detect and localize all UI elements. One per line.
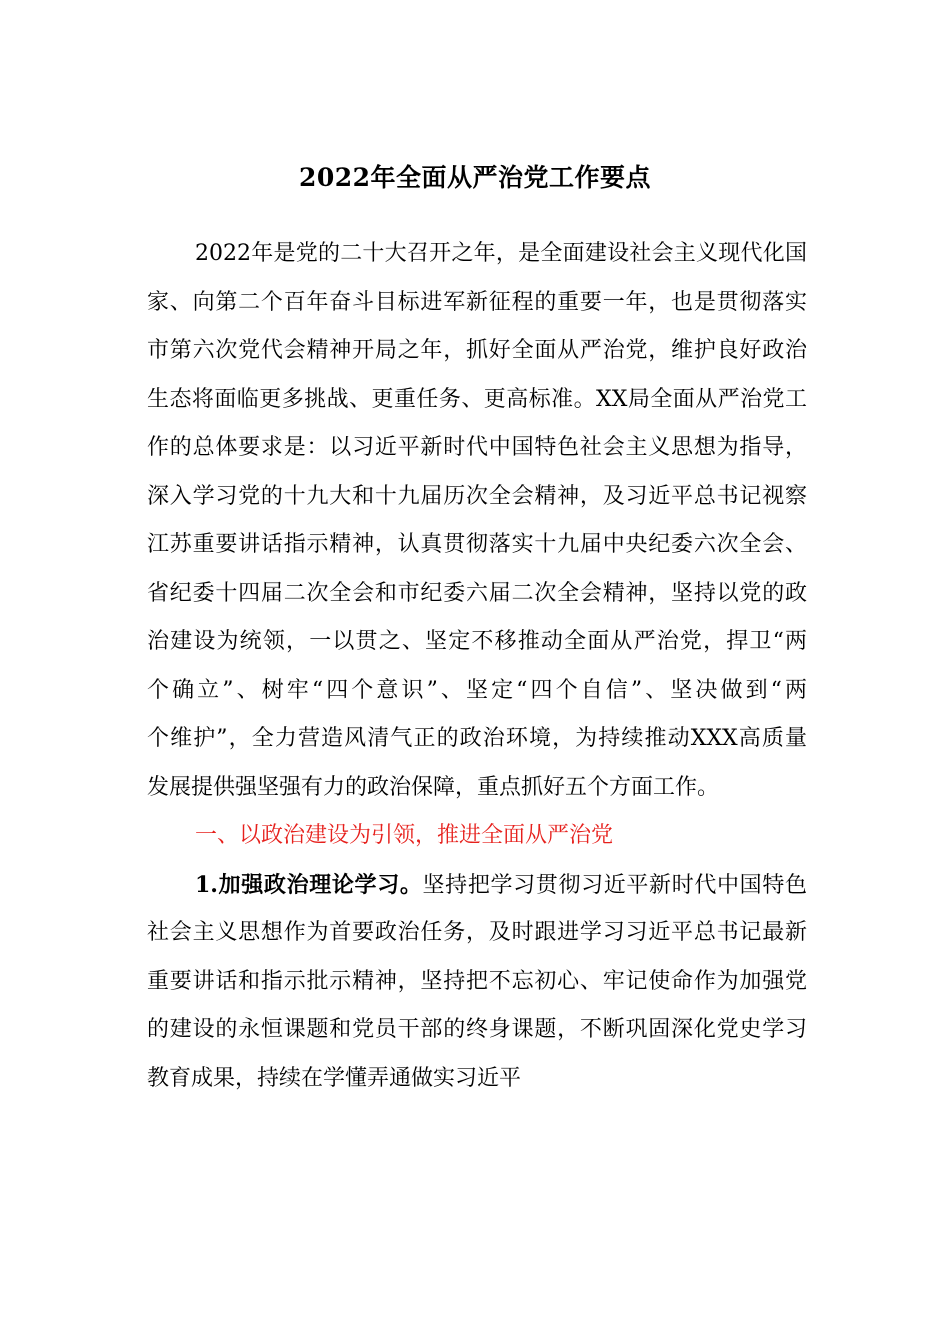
item-lead: 1.加强政治理论学习。	[195, 871, 423, 898]
item-text: 坚持把学习贯彻习近平新时代中国特色	[422, 872, 807, 898]
item-line: 的建设的永恒课题和党员干部的终身课题，不断巩固深化党史学习	[147, 1017, 807, 1042]
intro-line: 生态将面临更多挑战、更重任务、更高标准。XX局全面从严治党工	[147, 386, 807, 412]
intro-line: 作的总体要求是：以习近平新时代中国特色社会主义思想为指导，	[147, 435, 807, 460]
intro-line: 个维护”，全力营造风清气正的政治环境，为持续推动XXX高质量	[147, 726, 807, 751]
intro-line: 家、向第二个百年奋斗目标进军新征程的重要一年，也是贯彻落实	[147, 289, 807, 315]
document-body	[147, 230, 807, 1103]
intro-line: 市第六次党代会精神开局之年，抓好全面从严治党，维护良好政治	[147, 338, 807, 363]
section-heading: 一、以政治建设为引领，推进全面从严治党	[195, 823, 614, 848]
intro-line: 治建设为统领，一以贯之、坚定不移推动全面从严治党，捍卫“两	[147, 629, 807, 654]
intro-line: 深入学习党的十九大和十九届历次全会精神，及习近平总书记视察	[147, 483, 807, 509]
intro-line: 发展提供强坚强有力的政治保障，重点抓好五个方面工作。	[147, 774, 720, 800]
item-first-line	[147, 861, 807, 910]
intro-line: 江苏重要讲话指示精神，认真贯彻落实十九届中央纪委六次全会、	[147, 532, 807, 557]
item-line: 重要讲话和指示批示精神，坚持把不忘初心、牢记使命作为加强党	[147, 968, 807, 994]
document-title: 2022年全面从严治党工作要点	[298, 163, 652, 192]
intro-line: 个确立”、树牢“四个意识”、坚定“四个自信”、坚决做到“两	[147, 677, 807, 703]
intro-line: 2022年是党的二十大召开之年，是全面建设社会主义现代化国	[195, 241, 807, 266]
item-line: 社会主义思想作为首要政治任务，及时跟进学习习近平总书记最新	[147, 920, 807, 945]
intro-line: 省纪委十四届二次全会和市纪委六届二次全会精神，坚持以党的政	[147, 580, 807, 606]
item-line: 教育成果，持续在学懂弄通做实习近平	[147, 1065, 522, 1091]
